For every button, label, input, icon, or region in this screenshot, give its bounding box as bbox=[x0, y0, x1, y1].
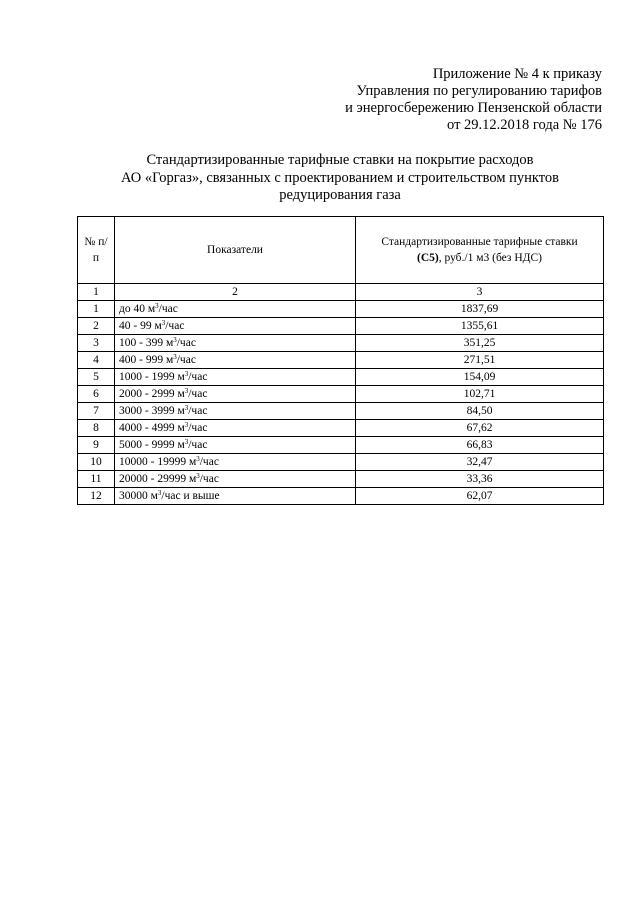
table-row bbox=[78, 488, 604, 505]
indicator-unit-suffix: /час bbox=[176, 336, 196, 349]
column-index-3: 3 bbox=[356, 284, 604, 301]
indicator-unit-suffix: /час bbox=[188, 421, 208, 434]
header-num: № п/п bbox=[78, 217, 115, 284]
row-indicator bbox=[115, 471, 356, 488]
indicator-range: 30000 м bbox=[119, 489, 158, 502]
appendix-line: Приложение № 4 к приказу bbox=[432, 66, 602, 82]
title-line-2: АО «Горгаз», связанных с проектированием и строительством пунктов bbox=[121, 169, 559, 186]
row-number: 6 bbox=[78, 386, 115, 403]
row-indicator bbox=[115, 454, 356, 471]
row-number: 10 bbox=[78, 454, 115, 471]
row-rate-value: 32,47 bbox=[356, 454, 604, 471]
row-rate-value: 1355,61 bbox=[356, 318, 604, 335]
unit-exponent: 3 bbox=[196, 454, 200, 463]
row-number: 3 bbox=[78, 335, 115, 352]
indicator-range: 4000 - 4999 м bbox=[119, 421, 185, 434]
indicator-range: 5000 - 9999 м bbox=[119, 438, 185, 451]
indicator-unit-suffix: /час bbox=[176, 353, 196, 366]
row-number: 4 bbox=[78, 352, 115, 369]
header-rate bbox=[356, 217, 604, 284]
row-number: 12 bbox=[78, 488, 115, 505]
row-rate-value: 351,25 bbox=[356, 335, 604, 352]
row-number: 9 bbox=[78, 437, 115, 454]
indicator-range: 100 - 399 м bbox=[119, 336, 174, 349]
table-row bbox=[78, 335, 604, 352]
row-number: 11 bbox=[78, 471, 115, 488]
table-row bbox=[78, 471, 604, 488]
row-indicator bbox=[115, 352, 356, 369]
table-row bbox=[78, 420, 604, 437]
indicator-unit-suffix: /час bbox=[188, 387, 208, 400]
unit-exponent: 3 bbox=[184, 369, 189, 378]
row-indicator bbox=[115, 301, 356, 318]
header-rate-unit: , руб./1 м3 (без НДС) bbox=[438, 252, 542, 264]
title-line-1: Стандартизированные тарифные ставки на покрытие расходов bbox=[146, 152, 534, 168]
row-indicator bbox=[115, 335, 356, 352]
document-title bbox=[0, 152, 640, 205]
row-rate-value: 62,07 bbox=[356, 488, 604, 505]
title-line-3: редуцирования газа bbox=[279, 187, 401, 203]
row-rate-value: 154,09 bbox=[356, 369, 604, 386]
authority-region-line: и энергосбережению Пензенской области bbox=[345, 100, 602, 116]
unit-exponent: 3 bbox=[173, 335, 177, 344]
unit-exponent: 3 bbox=[184, 437, 189, 446]
indicator-range: 2000 - 2999 м bbox=[119, 387, 185, 400]
table-row bbox=[78, 369, 604, 386]
row-rate-value: 84,50 bbox=[356, 403, 604, 420]
indicator-range: 1000 - 1999 м bbox=[119, 370, 185, 383]
row-number: 8 bbox=[78, 420, 115, 437]
indicator-unit-suffix: /час bbox=[158, 302, 178, 315]
row-indicator bbox=[115, 369, 356, 386]
unit-exponent: 3 bbox=[161, 318, 166, 327]
indicator-range: 400 - 999 м bbox=[119, 353, 174, 366]
column-index-row bbox=[78, 284, 604, 301]
authority-line: Управления по регулированию тарифов bbox=[356, 83, 602, 99]
row-indicator bbox=[115, 420, 356, 437]
unit-exponent: 3 bbox=[157, 488, 162, 497]
indicator-range: 3000 - 3999 м bbox=[119, 404, 185, 417]
table-row bbox=[78, 403, 604, 420]
header-rate-line1: Стандартизированные тарифные ставки bbox=[381, 236, 578, 248]
row-number: 2 bbox=[78, 318, 115, 335]
tariff-table bbox=[77, 216, 604, 505]
row-rate-value: 66,83 bbox=[356, 437, 604, 454]
unit-exponent: 3 bbox=[155, 301, 159, 310]
indicator-range: 10000 - 19999 м bbox=[119, 455, 197, 468]
column-index-2: 2 bbox=[115, 284, 356, 301]
order-date-line: от 29.12.2018 года № 176 bbox=[447, 117, 602, 133]
row-number: 7 bbox=[78, 403, 115, 420]
indicator-unit-suffix: /час bbox=[188, 370, 208, 383]
row-indicator bbox=[115, 386, 356, 403]
indicator-unit-suffix: /час bbox=[188, 438, 208, 451]
order-reference bbox=[345, 66, 602, 134]
table-row bbox=[78, 318, 604, 335]
header-rate-code: (С5) bbox=[417, 252, 439, 264]
table-row bbox=[78, 454, 604, 471]
row-indicator bbox=[115, 488, 356, 505]
row-indicator bbox=[115, 403, 356, 420]
indicator-unit-suffix: /час и выше bbox=[161, 489, 220, 502]
indicator-unit-suffix: /час bbox=[199, 455, 219, 468]
indicator-range: 40 - 99 м bbox=[119, 319, 162, 332]
row-rate-value: 67,62 bbox=[356, 420, 604, 437]
row-rate-value: 102,71 bbox=[356, 386, 604, 403]
header-indicators: Показатели bbox=[115, 217, 356, 284]
column-index-1: 1 bbox=[78, 284, 115, 301]
table-row bbox=[78, 386, 604, 403]
table-row bbox=[78, 301, 604, 318]
unit-exponent: 3 bbox=[184, 403, 189, 412]
table-header-row bbox=[78, 217, 604, 284]
table-row bbox=[78, 437, 604, 454]
row-indicator bbox=[115, 318, 356, 335]
unit-exponent: 3 bbox=[173, 352, 177, 361]
table-row bbox=[78, 352, 604, 369]
indicator-range: 20000 - 29999 м bbox=[119, 472, 197, 485]
unit-exponent: 3 bbox=[184, 420, 189, 429]
row-rate-value: 33,36 bbox=[356, 471, 604, 488]
indicator-unit-suffix: /час bbox=[165, 319, 185, 332]
row-number: 1 bbox=[78, 301, 115, 318]
row-indicator bbox=[115, 437, 356, 454]
row-number: 5 bbox=[78, 369, 115, 386]
indicator-unit-suffix: /час bbox=[188, 404, 208, 417]
indicator-range: до 40 м bbox=[119, 302, 156, 315]
unit-exponent: 3 bbox=[184, 386, 189, 395]
row-rate-value: 1837,69 bbox=[356, 301, 604, 318]
row-rate-value: 271,51 bbox=[356, 352, 604, 369]
indicator-unit-suffix: /час bbox=[199, 472, 219, 485]
unit-exponent: 3 bbox=[196, 471, 200, 480]
